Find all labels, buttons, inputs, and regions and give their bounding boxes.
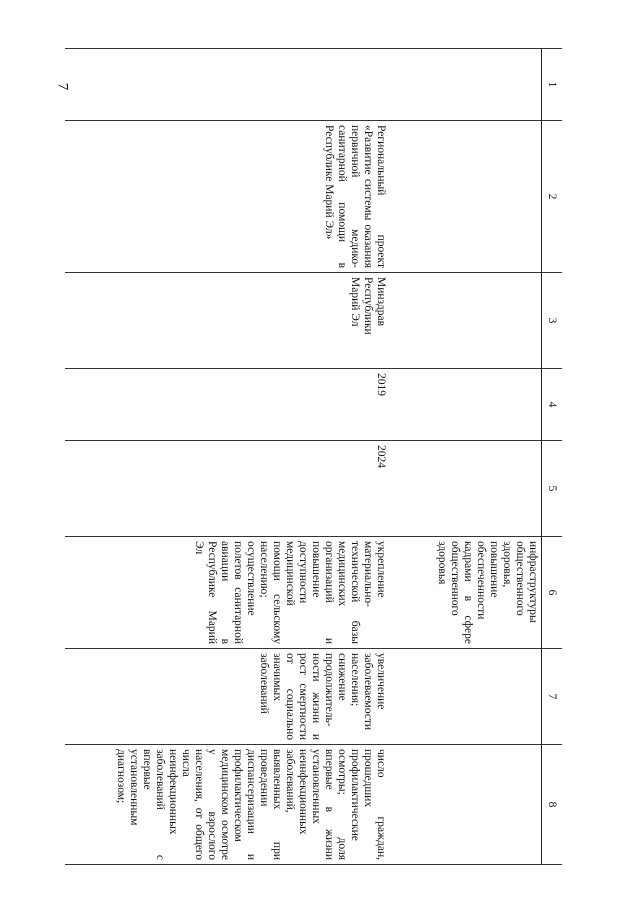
column-header-2: 2 (542, 121, 563, 273)
column-header-6: 6 (542, 537, 563, 649)
cell-indicators (389, 745, 542, 865)
column-header-8: 8 (542, 745, 563, 865)
cell-start-year (389, 369, 542, 441)
cell-indicators: число граждан, прошедших профилактические осмотры; доля впервые в жизни установленных неинфекционных заболеваний, выявленных при проведении диспансеризации и профилактическом медицинском осмотре у взрослого населения, от общего числа неинфекционных заболеваний с впервые установленным диагнозом; (65, 745, 389, 865)
table-row-project (65, 49, 389, 865)
header-row (542, 49, 563, 865)
cell-number (65, 49, 389, 121)
cell-responsible: Минздрав Республики Марий Эл (65, 273, 389, 369)
page-number: 7 (54, 82, 71, 91)
cell-end-year (389, 441, 542, 537)
column-header-5: 5 (542, 441, 563, 537)
cell-consequences: увеличение заболеваемости населения; снижение продолжитель-ности жизни и рост смертности от социально значимых заболеваний (65, 649, 389, 745)
column-header-4: 4 (542, 369, 563, 441)
cell-consequences (389, 649, 542, 745)
rotated-table-sheet (50, 48, 562, 864)
plan-table (65, 48, 562, 865)
column-header-7: 7 (542, 649, 563, 745)
cell-responsible (389, 273, 542, 369)
column-header-1: 1 (542, 49, 563, 121)
cell-project-name: Региональный проект «Развитие системы оказания первичной медико-санитарной помощи в Республике Марий Эл» (65, 121, 389, 273)
cell-expected-result: укрепление материально-технической базы медицинских организаций и повышение доступности медицинской помощи сельскому населению; осуществление полетов санитарной авиации в Республике Марий Эл (65, 537, 389, 649)
cell-expected-result: инфраструктуры общественного здоровья, повышение обеспеченности кадрами в сфере общественного здоровья (389, 537, 542, 649)
cell-end-year: 2024 (65, 441, 389, 537)
column-header-3: 3 (542, 273, 563, 369)
table-row-continuation (389, 49, 542, 865)
cell-number (389, 49, 542, 121)
cell-project-name (389, 121, 542, 273)
cell-start-year: 2019 (65, 369, 389, 441)
